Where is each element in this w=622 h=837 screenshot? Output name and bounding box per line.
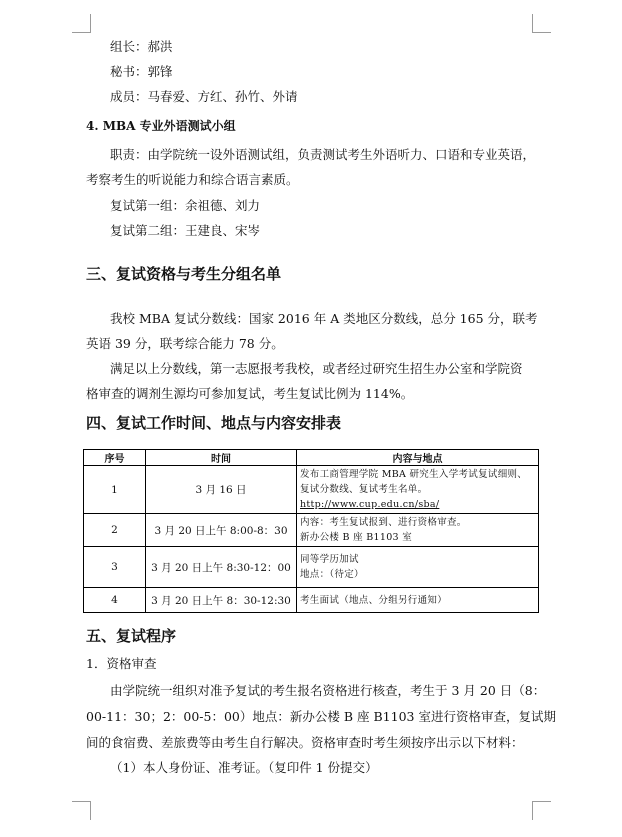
proc-p-line1: 由学院统一组织对准予复试的考生报名资格进行核查，考生于 3 月 20 日（8： <box>110 683 546 698</box>
leader-line: 组长：郝洪 <box>110 39 173 54</box>
section4-duty-line1: 职责：由学院统一设外语测试组，负责测试考生外语听力、口语和专业英语， <box>110 147 536 162</box>
crop-mark-top-right <box>532 14 551 33</box>
content-line: 新办公楼 B 座 B1103 室 <box>300 532 413 543</box>
row-time: 3 月 16 日 <box>146 466 297 514</box>
qualify-p1-line2: 英语 39 分，联考综合能力 78 分。 <box>86 336 284 351</box>
row-content <box>297 466 539 514</box>
table-row <box>84 466 539 514</box>
proc-p-line2: 00-11：30；2：00-5：00）地点：新办公楼 B 座 B1103 室进行资格审查，复试期 <box>86 709 556 724</box>
section4-group1: 复试第一组：余祖德、刘力 <box>110 198 261 213</box>
row-no: 1 <box>84 466 146 514</box>
table-row <box>84 588 539 613</box>
members-line: 成员：马春爱、方红、孙竹、外请 <box>110 89 298 104</box>
row-time: 3 月 20 日上午 8:30-12：00 <box>146 547 297 588</box>
content-line: 内容：考生复试报到、进行资格审查。 <box>300 517 467 528</box>
row-no: 2 <box>84 514 146 547</box>
content-line: 复试分数线、复试考生名单。 <box>300 484 428 495</box>
content-line: 同等学历加试 <box>300 554 359 565</box>
section4-title: 4. MBA 专业外语测试小组 <box>86 119 236 133</box>
section4-duty-line2: 考察考生的听说能力和综合语言素质。 <box>86 172 299 187</box>
row-time: 3 月 20 日上午 8:00-8：30 <box>146 514 297 547</box>
content-line: 地点：（待定） <box>300 569 364 580</box>
qualify-p1-line1: 我校 MBA 复试分数线：国家 2016 年 A 类地区分数线，总分 165 分，联考 <box>110 311 538 326</box>
secretary-line: 秘书：郭锋 <box>110 64 173 79</box>
content-line: 考生面试（地点、分组另行通知） <box>300 594 448 606</box>
content-link[interactable]: http://www.cup.edu.cn/sba/ <box>300 499 440 510</box>
row-content <box>297 514 539 547</box>
header-no: 序号 <box>84 450 146 466</box>
proc-p-line3: 间的食宿费、差旅费等由考生自行解决。资格审查时考生须按序出示以下材料： <box>86 735 524 750</box>
heading-5: 五、复试程序 <box>86 627 177 645</box>
heading-4: 四、复试工作时间、地点与内容安排表 <box>86 414 342 432</box>
row-no: 3 <box>84 547 146 588</box>
schedule-table <box>83 449 539 613</box>
table-row <box>84 547 539 588</box>
crop-mark-bottom-right <box>532 801 551 820</box>
header-time: 时间 <box>146 450 297 466</box>
crop-mark-top-left <box>72 14 91 33</box>
qualify-p2-line2: 格审查的调剂生源均可参加复试，考生复试比例为 114%。 <box>86 386 414 401</box>
content-line: 发布工商管理学院 MBA 研究生入学考试复试细则、 <box>300 469 528 480</box>
proc-list1: （1）本人身份证、准考证。（复印件 1 份提交） <box>110 760 378 775</box>
row-content <box>297 588 539 613</box>
row-no: 4 <box>84 588 146 613</box>
heading-3: 三、复试资格与考生分组名单 <box>86 265 282 283</box>
table-header-row <box>84 450 539 466</box>
header-content: 内容与地点 <box>297 450 539 466</box>
qualify-p2-line1: 满足以上分数线，第一志愿报考我校，或者经过研究生招生办公室和学院资 <box>110 361 523 376</box>
row-time: 3 月 20 日上午 8：30-12:30 <box>146 588 297 613</box>
row-content <box>297 547 539 588</box>
table-row <box>84 514 539 547</box>
proc-item1: 1．资格审查 <box>86 656 157 671</box>
section4-group2: 复试第二组：王建良、宋岑 <box>110 223 261 238</box>
crop-mark-bottom-left <box>72 801 91 820</box>
